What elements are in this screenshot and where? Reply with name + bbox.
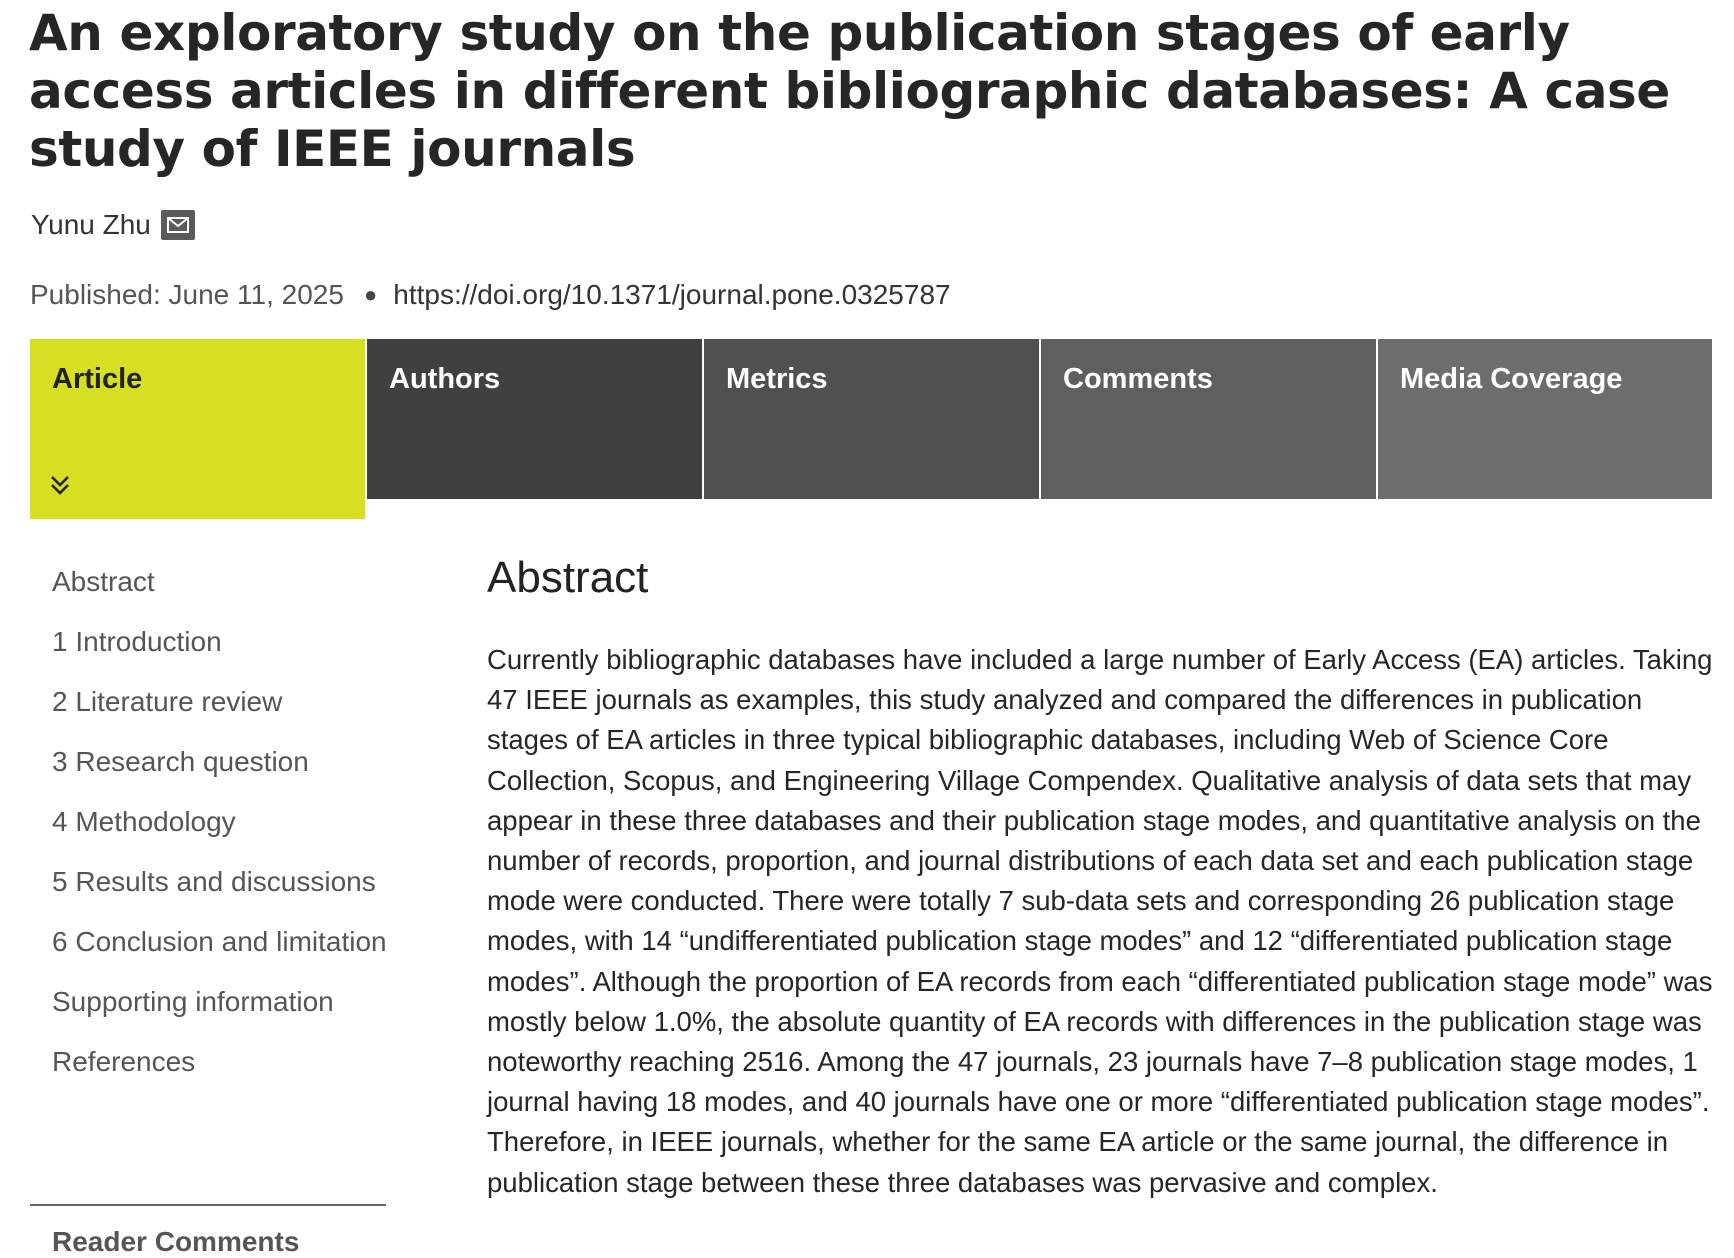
toc-item-abstract[interactable]: Abstract [52, 566, 155, 597]
toc-item-reader-comments[interactable]: Reader Comments [52, 1226, 300, 1257]
tab-label: Article [52, 363, 143, 395]
tab-label: Metrics [726, 363, 828, 395]
abstract-text: Currently bibliographic databases have included a large number of Early Access (EA) articles. Taking 47 IEEE journals as examples, this study analyzed and compared the differences in publication stages of EA articles in three typical bibliographic databases, including Web of Science Core Collection, Scopus, and Engineering Village Compendex. Qualitative analysis of data sets that may appear in these three databases and their publication stage modes, and quantitative analysis on the number of records, proportion, and journal distributions of each data set and each publication stage mode were conducted. There were totally 7 sub-data sets and corresponding 26 publication stage modes, with 14 “undifferentiated publication stage modes” and 12 “differentiated publication stage modes”. Although the proportion of EA records from each “differentiated publication stage mode” was mostly below 1.0%, the absolute quantity of EA records with differences in the publication stage was noteworthy reaching 2516. Among the 47 journals, 23 journals have 7–8 publication stage modes, 1 journal having 18 modes, and 40 journals have one or more “differentiated publication stage modes”. Therefore, in IEEE journals, whether for the same EA article or the same journal, the difference in publication stage between these three databases was pervasive and complex. [487, 644, 1713, 1198]
toc-item-literature-review[interactable]: 2 Literature review [52, 686, 283, 717]
toc-item-supporting-information[interactable]: Supporting information [52, 986, 334, 1017]
tab-label: Media Coverage [1400, 363, 1623, 395]
envelope-icon[interactable] [161, 210, 195, 240]
toc-item-references[interactable]: References [52, 1046, 196, 1077]
toc-item-methodology[interactable]: 4 Methodology [52, 806, 236, 837]
toc-item-research-question[interactable]: 3 Research question [52, 746, 309, 777]
doi-link[interactable]: https://doi.org/10.1371/journal.pone.0325787 [393, 279, 951, 310]
tab-comments[interactable] [1041, 339, 1376, 499]
toc-item-introduction[interactable]: 1 Introduction [52, 626, 222, 657]
author-name[interactable]: Yunu Zhu [31, 209, 151, 240]
abstract-heading: Abstract [487, 553, 649, 602]
tab-article[interactable] [30, 339, 365, 519]
publication-meta [30, 275, 951, 315]
article-tabs [30, 339, 1712, 519]
table-of-contents [52, 562, 392, 1102]
published-date: Published: June 11, 2025 [30, 279, 344, 310]
toc-item-conclusion-and-limitation[interactable]: 6 Conclusion and limitation [52, 926, 387, 957]
tab-authors[interactable] [367, 339, 702, 499]
tab-metrics[interactable] [704, 339, 1039, 499]
meta-separator: ● [363, 282, 378, 307]
toc-item-results-and-discussions[interactable]: 5 Results and discussions [52, 866, 376, 897]
tab-media-coverage[interactable] [1378, 339, 1712, 499]
toc-divider [30, 1204, 386, 1206]
author-line [31, 205, 195, 245]
tab-label: Comments [1063, 363, 1213, 395]
page-title: An exploratory study on the publication stages of early access articles in different bibliographic databases: A case study of IEEE journals [29, 4, 1670, 178]
double-chevron-down-icon [48, 472, 72, 505]
tab-label: Authors [389, 363, 501, 395]
